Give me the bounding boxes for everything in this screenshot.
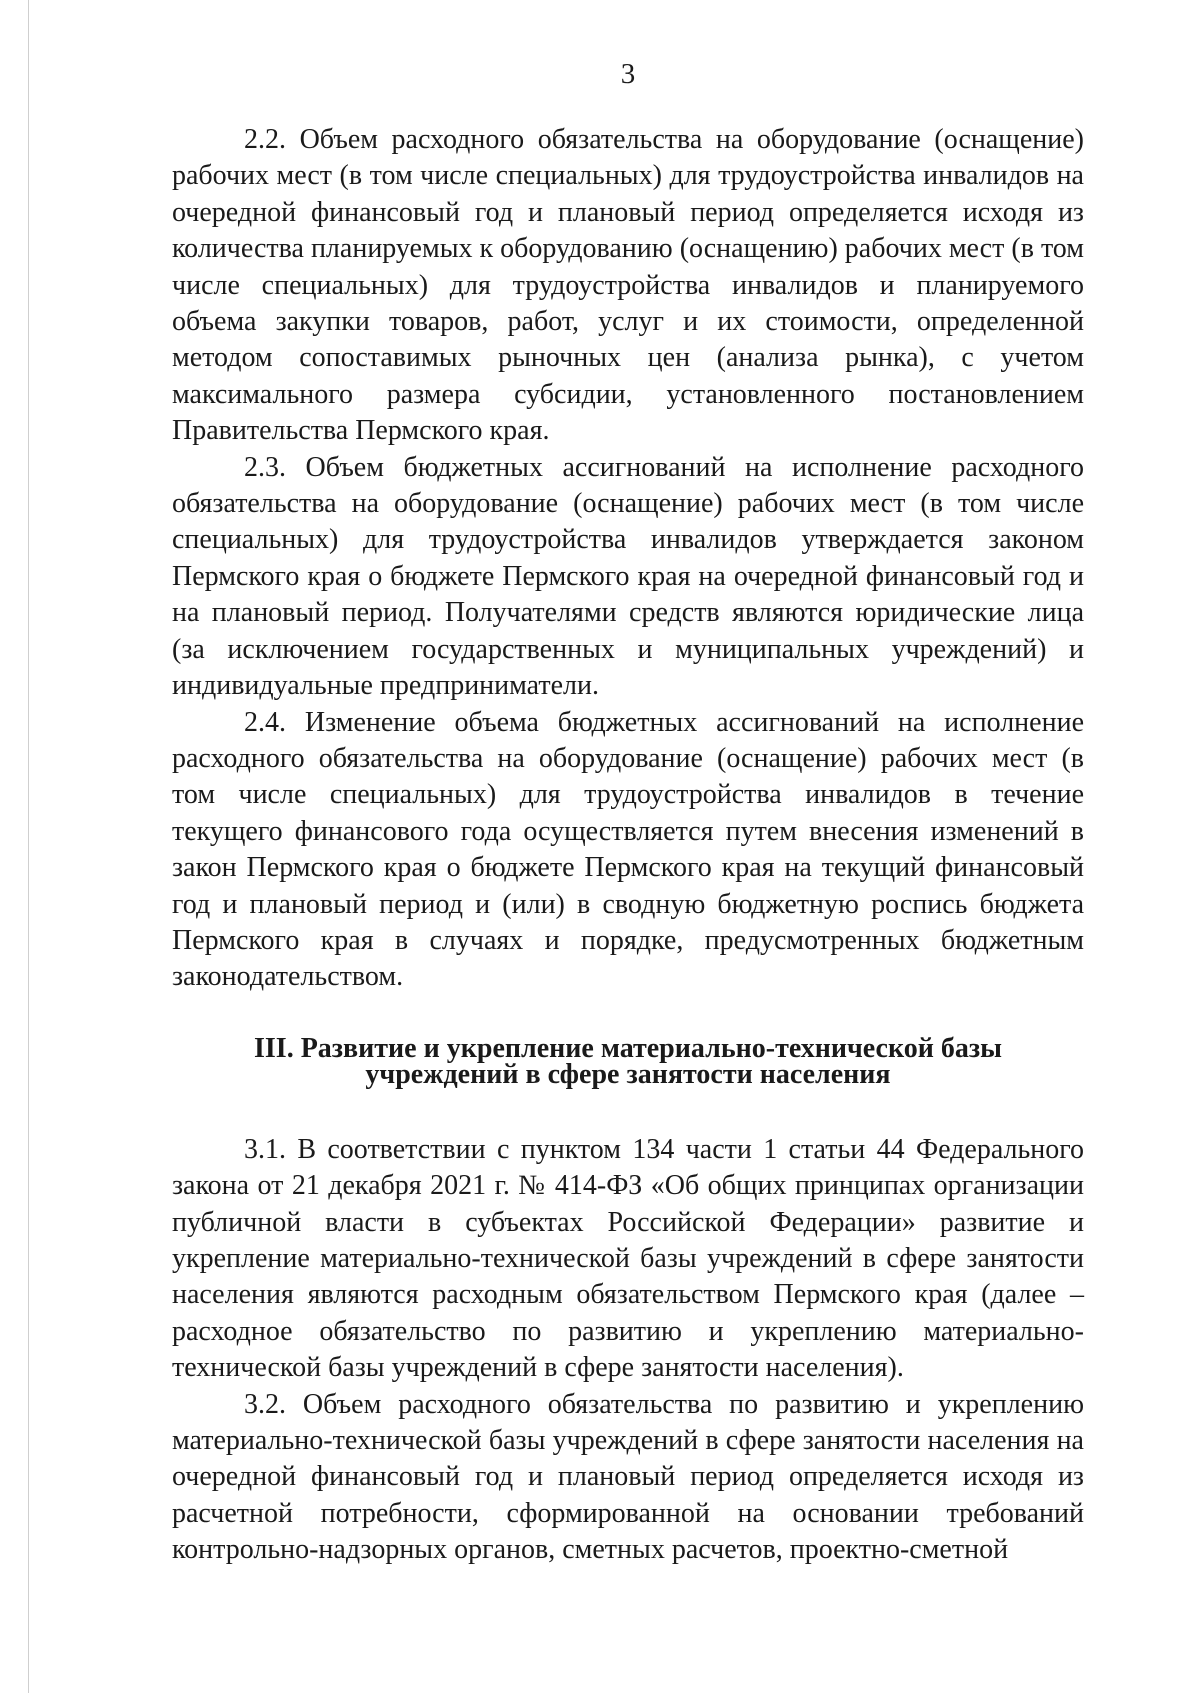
paragraph-2-3: 2.3. Объем бюджетных ассигнований на исполнение расходного обязательства на оборудование (оснащение) рабочих мест (в том числе специальных) для трудоустройства инвалидов утверждается законом Пермского края о бюджете Пермского края на очередной финансовый год и на плановый период. Получателями средств являются юридические лица (за исключением государственных и муниципальных учреждений) и индивидуальные предприниматели. — [172, 451, 1084, 702]
section-heading-line-2: учреждений в сфере занятости населения — [365, 1058, 891, 1090]
paragraph-3-2: 3.2. Объем расходного обязательства по развитию и укреплению материально-технической базы учреждений в сфере занятости населения на очередной финансовый год и плановый период определяется исходя из расчетной потребности, сформированной на основании требований контрольно-надзорных органов, сметных расчетов, проектно-сметной — [172, 1388, 1084, 1566]
section-heading — [172, 1032, 1084, 1090]
paragraph-2-4: 2.4. Изменение объема бюджетных ассигнований на исполнение расходного обязательства на оборудование (оснащение) рабочих мест (в том числе специальных) для трудоустройства инвалидов в течение текущего финансового года осуществляется путем внесения изменений в закон Пермского края о бюджете Пермского края на текущий финансовый год и плановый период и (или) в сводную бюджетную роспись бюджета Пермского края в случаях и порядке, предусмотренных бюджетным законодательством. — [172, 706, 1084, 993]
heading-spacer — [172, 1088, 1084, 1132]
page-number: 3 — [620, 58, 636, 90]
section-heading-line-1: III. Развитие и укрепление материально-технической базы — [254, 1032, 1002, 1064]
paragraph-3-1: 3.1. В соответствии с пунктом 134 части 1 статьи 44 Федерального закона от 21 декабря 2021 г. № 414-ФЗ «Об общих принципах организации публичной власти в субъектах Российской Федерации» развитие и укрепление материально-технической базы учреждений в сфере занятости населения являются расходным обязательством Пермского края (далее – расходное обязательство по развитию и укреплению материально-технической базы учреждений в сфере занятости населения). — [172, 1133, 1084, 1384]
document-body — [172, 122, 1084, 1569]
paragraph-2-2: 2.2. Объем расходного обязательства на оборудование (оснащение) рабочих мест (в том числе специальных) для трудоустройства инвалидов на очередной финансовый год и плановый период определяется исходя из количества планируемых к оборудованию (оснащению) рабочих мест (в том числе специальных) для трудоустройства инвалидов и планируемого объема закупки товаров, работ, услуг и их стоимости, определенной методом сопоставимых рыночных цен (анализа рынка), с учетом максимального размера субсидии, установленного постановлением Правительства Пермского края. — [172, 124, 1084, 447]
scan-edge-mark — [28, 0, 29, 1693]
